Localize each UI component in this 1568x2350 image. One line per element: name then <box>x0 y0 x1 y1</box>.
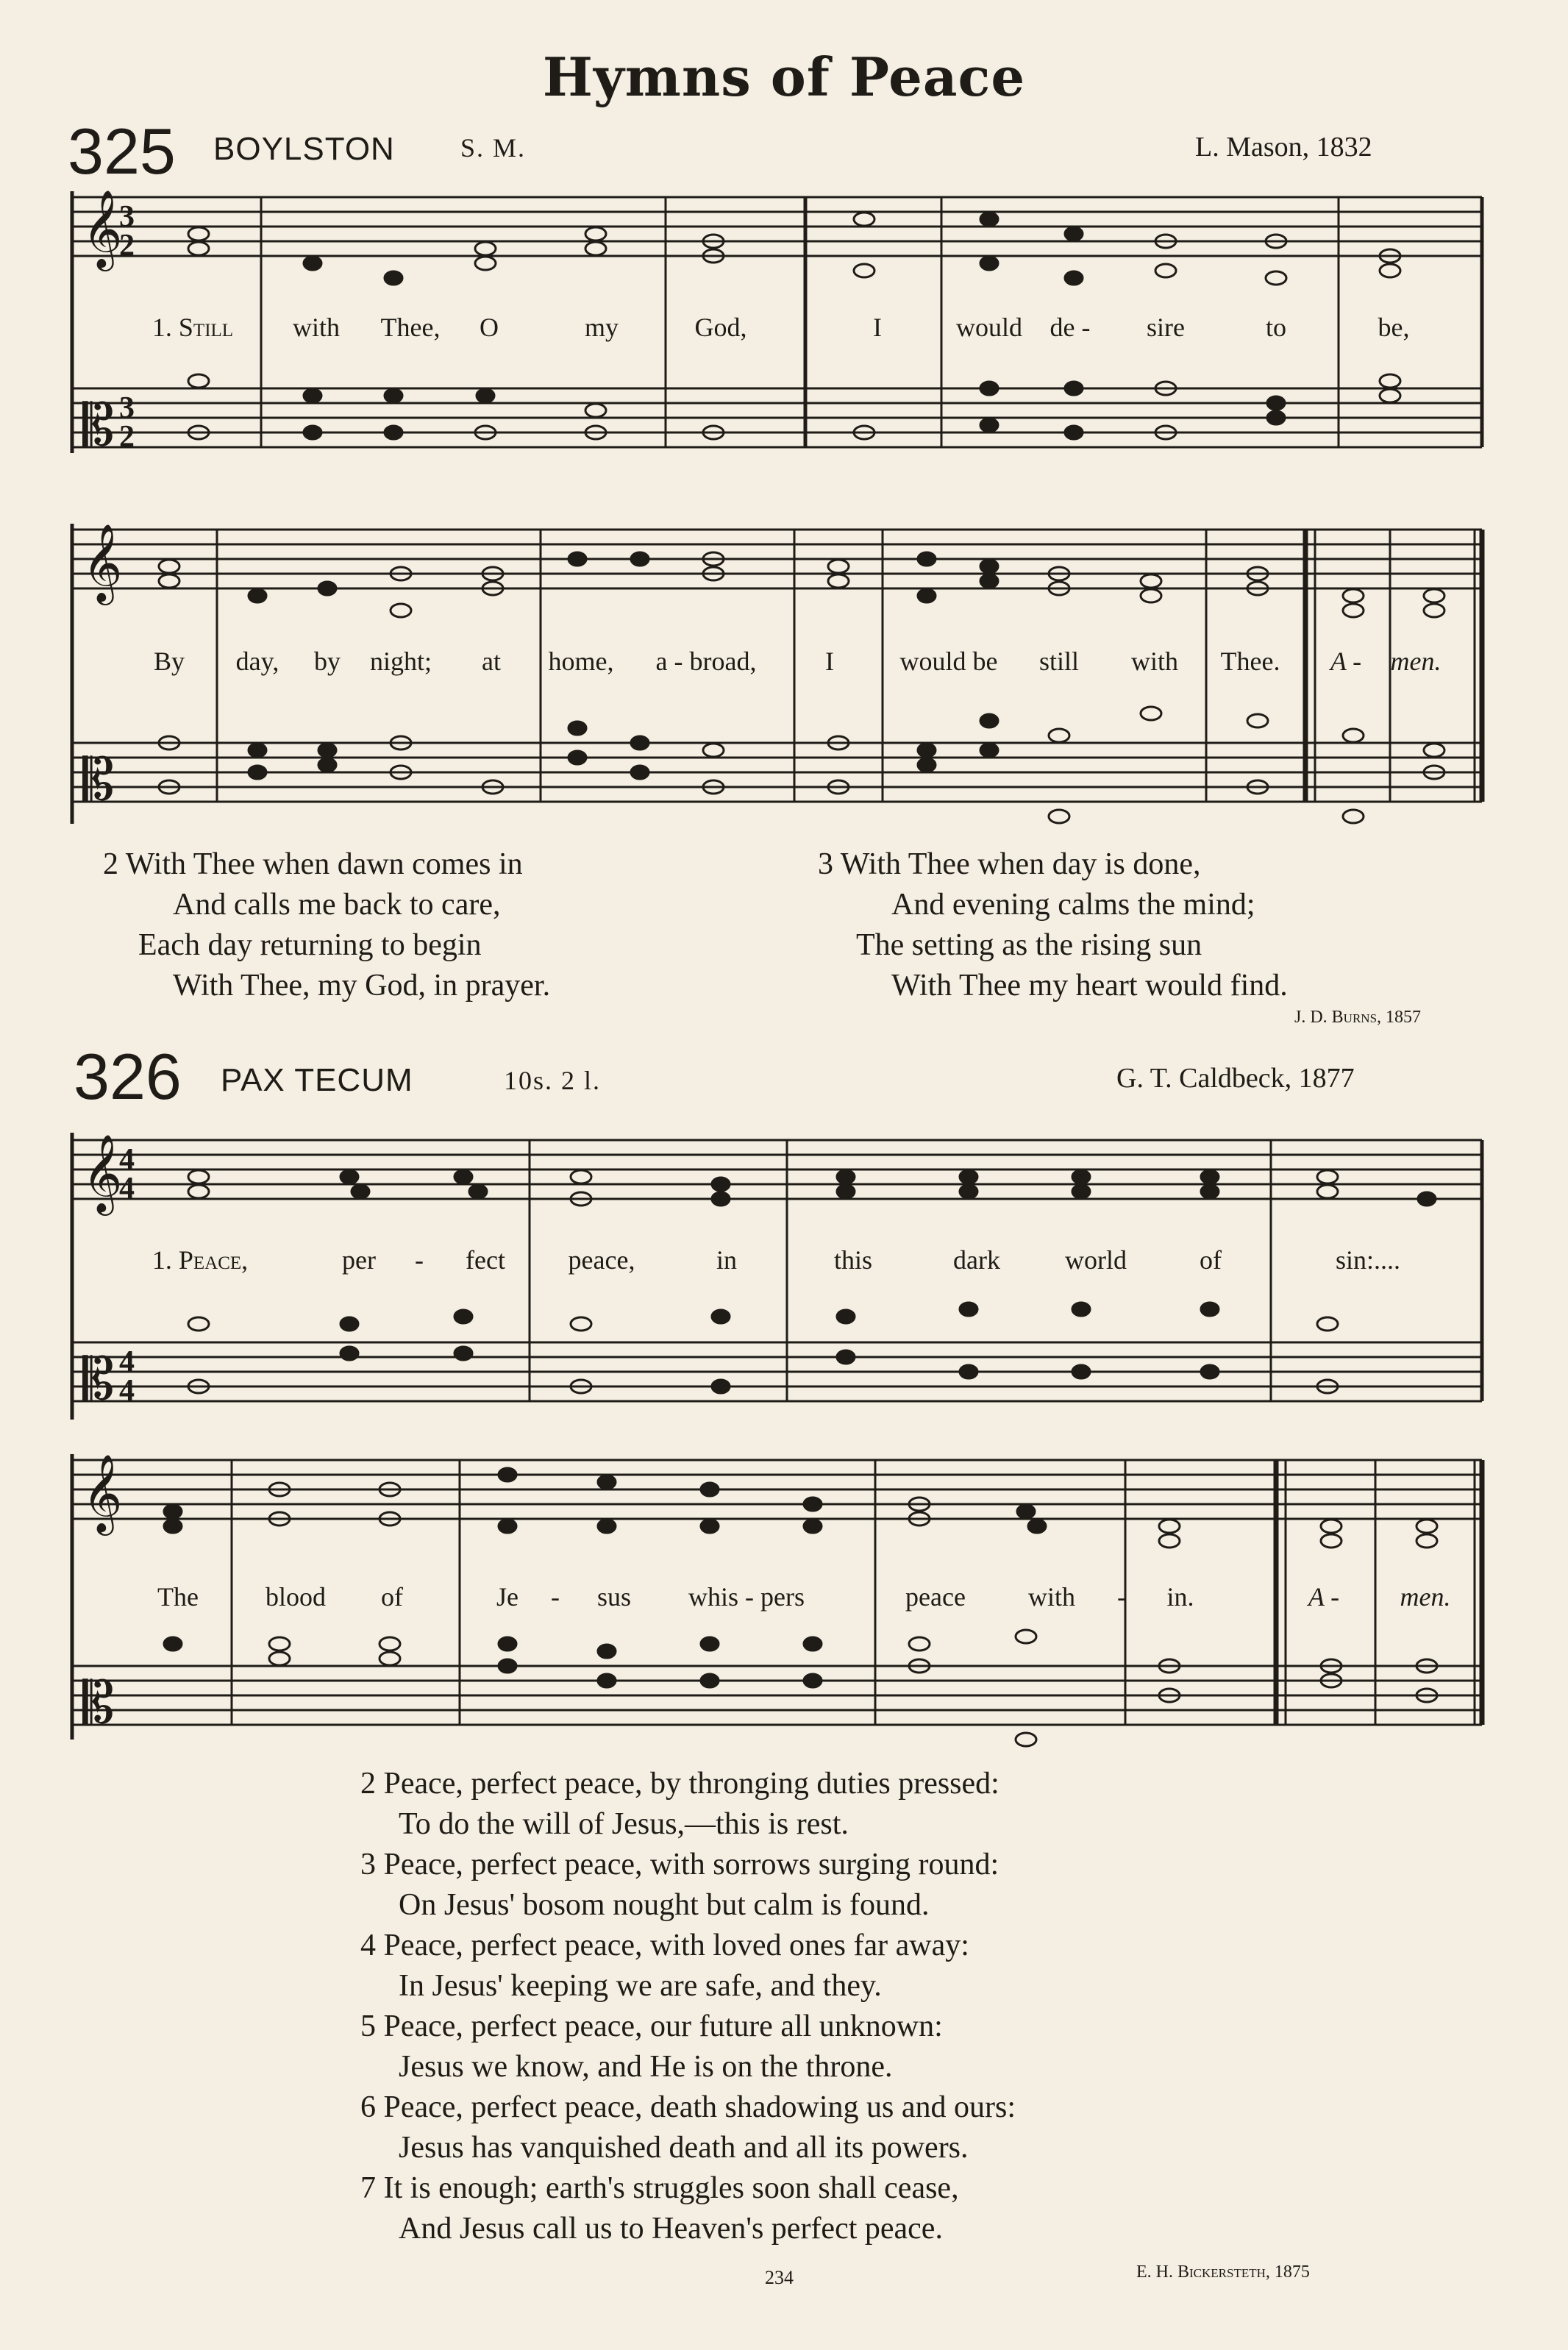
lyric-syllable: blood <box>265 1582 327 1612</box>
svg-text:4: 4 <box>119 1345 135 1379</box>
verse-number: 4 <box>360 1929 376 1962</box>
verse-item <box>360 2087 1016 2168</box>
hymn-number: 325 <box>68 115 176 188</box>
lyric-syllable: sus <box>596 1582 632 1612</box>
svg-text:𝄞: 𝄞 <box>82 523 123 602</box>
lyric-syllable: men. <box>1390 647 1442 676</box>
lyric-syllable: would be <box>899 647 998 676</box>
lyric-syllable: A - <box>1330 647 1362 676</box>
lyric-syllable: per <box>342 1245 376 1275</box>
lyric-syllable: with <box>1130 647 1179 676</box>
lyric-syllable: day, <box>235 647 279 676</box>
lyric-syllable: sin:.... <box>1335 1245 1401 1275</box>
verse-line: 2 With Thee when dawn comes in <box>103 847 523 881</box>
lyric-syllable: world <box>1065 1245 1127 1275</box>
lyric-syllable: at <box>482 647 501 676</box>
svg-text:4: 4 <box>119 1374 135 1408</box>
lyric-syllable: this <box>833 1245 873 1275</box>
svg-text:𝄞: 𝄞 <box>82 1133 123 1212</box>
verse-item <box>360 1845 1016 1926</box>
composer: G. T. Caldbeck, 1877 <box>1116 1063 1355 1094</box>
lyric-syllable: I <box>873 313 882 342</box>
verse-line: And calls me back to care, <box>173 888 501 922</box>
verse-line: Peace, perfect peace, by thronging duties pressed: <box>383 1767 999 1801</box>
lyric-line <box>0 646 1568 683</box>
verse-line: And Jesus call us to Heaven's perfect peace. <box>399 2212 943 2246</box>
verse-line: Jesus has vanquished death and all its powers. <box>399 2131 969 2165</box>
lyric-syllable: home, <box>548 647 614 676</box>
lyric-line <box>0 312 1568 349</box>
hymn-number: 326 <box>74 1040 182 1113</box>
lyric-syllable: I <box>825 647 834 676</box>
lyric-syllable: men. <box>1400 1582 1451 1612</box>
lyric-syllable: - <box>1117 1582 1126 1612</box>
lyric-syllable: peace, <box>568 1245 635 1275</box>
svg-text:2: 2 <box>119 420 135 454</box>
author-credit: J. D. Burns, 1857 <box>1294 1008 1422 1027</box>
verse-line: 3 With Thee when day is done, <box>818 847 1201 881</box>
verse-line: Jesus we know, and He is on the throne. <box>399 2050 893 2084</box>
lyric-syllable: with <box>292 313 341 342</box>
verse-number: 2 <box>360 1767 376 1801</box>
verse-number: 7 <box>360 2171 376 2205</box>
lyric-line <box>0 1581 1568 1618</box>
lyric-syllable: my <box>584 313 619 342</box>
verse-line: Peace, perfect peace, with loved ones far away: <box>383 1929 969 1962</box>
lyric-syllable: 1. Still <box>152 313 234 342</box>
verse-line: Peace, perfect peace, death shadowing us and ours: <box>383 2090 1016 2124</box>
svg-text:4: 4 <box>119 1172 135 1206</box>
verse-number: 5 <box>360 2009 376 2043</box>
composer: L. Mason, 1832 <box>1195 132 1372 163</box>
svg-text:3: 3 <box>119 391 135 425</box>
tune-name: BOYLSTON <box>213 131 395 167</box>
verse-list <box>360 1764 1016 2249</box>
lyric-syllable: of <box>381 1582 403 1612</box>
verse-item <box>360 1764 1016 1845</box>
svg-text:3: 3 <box>119 200 135 234</box>
page-title: Hymns of Peace <box>542 46 1026 108</box>
verse-line: Peace, perfect peace, with sorrows surging round: <box>383 1848 999 1881</box>
svg-text:4: 4 <box>119 1143 135 1177</box>
meter: 10s. 2 l. <box>504 1066 602 1095</box>
lyric-syllable: of <box>1200 1245 1222 1275</box>
lyric-syllable: still <box>1038 647 1080 676</box>
verse-line: In Jesus' keeping we are safe, and they. <box>399 1969 882 2003</box>
svg-text:𝄡: 𝄡 <box>82 1347 115 1413</box>
lyric-syllable: Je <box>496 1582 518 1612</box>
meter: S. M. <box>460 133 527 163</box>
verse-item <box>360 1926 1016 2007</box>
svg-text:𝄡: 𝄡 <box>82 393 115 459</box>
lyric-syllable: de - <box>1050 313 1091 342</box>
lyric-syllable: night; <box>369 647 432 676</box>
lyric-syllable: be, <box>1378 313 1410 342</box>
verse-number: 3 <box>360 1848 376 1881</box>
lyric-syllable: dark <box>953 1245 1000 1275</box>
page-number: 234 <box>765 2267 794 2288</box>
lyric-line <box>0 1245 1568 1281</box>
author-credit: E. H. Bickersteth, 1875 <box>1136 2262 1310 2282</box>
lyric-syllable: By <box>153 647 185 676</box>
lyric-syllable: Thee. <box>1220 647 1280 676</box>
svg-text:𝄞: 𝄞 <box>82 1453 123 1532</box>
lyric-syllable: by <box>314 647 341 676</box>
lyric-syllable: - <box>551 1582 560 1612</box>
tune-name: PAX TECUM <box>221 1062 413 1098</box>
lyric-syllable: O <box>480 313 499 342</box>
svg-text:𝄡: 𝄡 <box>82 1670 115 1737</box>
lyric-syllable: Thee, <box>380 313 441 342</box>
verse-block <box>103 844 550 1006</box>
lyric-syllable: peace <box>905 1582 966 1612</box>
lyric-syllable: would <box>956 313 1022 342</box>
lyric-syllable: 1. Peace, <box>152 1245 249 1275</box>
verse-item <box>360 2168 1016 2249</box>
svg-text:𝄞: 𝄞 <box>82 189 123 268</box>
svg-text:𝄡: 𝄡 <box>82 747 115 813</box>
lyric-syllable: fect <box>466 1245 505 1275</box>
lyric-syllable: with <box>1027 1582 1076 1612</box>
verse-line: On Jesus' bosom nought but calm is found. <box>399 1888 930 1922</box>
lyric-syllable: whis - pers <box>688 1582 805 1612</box>
verse-line: Each day returning to begin <box>138 928 482 962</box>
verse-number: 6 <box>360 2090 376 2124</box>
verse-line: The setting as the rising sun <box>856 928 1202 962</box>
verse-line: To do the will of Jesus,—this is rest. <box>399 1807 849 1841</box>
verse-item <box>360 2007 1016 2087</box>
verse-line: It is enough; earth's struggles soon shall cease, <box>383 2171 959 2205</box>
svg-text:2: 2 <box>119 229 135 263</box>
lyric-syllable: - <box>415 1245 424 1275</box>
verse-line: Peace, perfect peace, our future all unknown: <box>383 2009 943 2043</box>
lyric-syllable: in. <box>1166 1582 1194 1612</box>
verse-block <box>818 844 1288 1006</box>
lyric-syllable: sire <box>1147 313 1185 342</box>
lyric-syllable: The <box>157 1582 199 1612</box>
lyric-syllable: to <box>1265 313 1287 342</box>
verse-line: With Thee my heart would find. <box>891 969 1288 1003</box>
lyric-syllable: in <box>716 1245 738 1275</box>
verse-line: With Thee, my God, in prayer. <box>173 969 551 1003</box>
verse-line: And evening calms the mind; <box>891 888 1255 922</box>
lyric-syllable: God, <box>694 313 747 342</box>
lyric-syllable: a - broad, <box>655 647 757 676</box>
lyric-syllable: A - <box>1308 1582 1340 1612</box>
